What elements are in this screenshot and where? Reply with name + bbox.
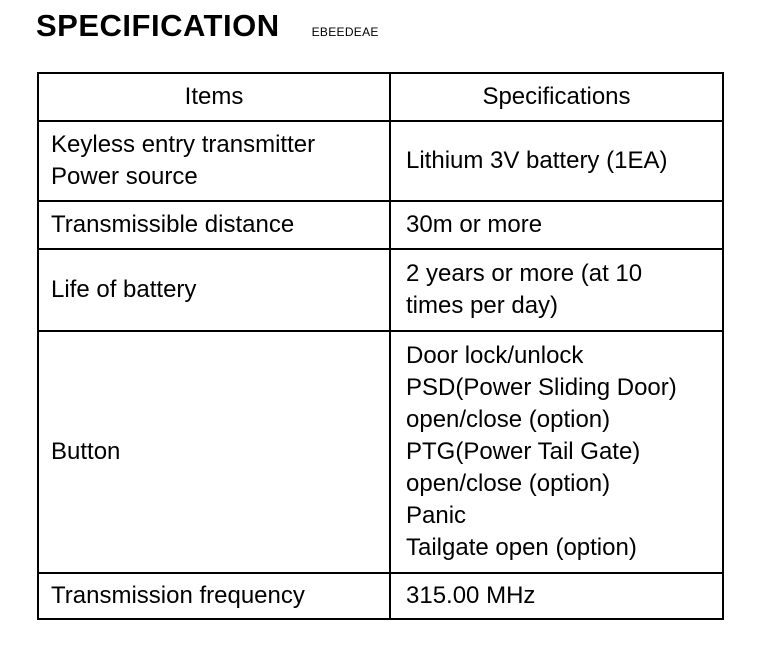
table-row [38,121,723,201]
item-text: Transmission frequency [51,582,305,609]
spec-cell [390,331,723,573]
spec-text: times per day) [406,292,559,319]
spec-text: Panic [406,502,467,529]
item-cell [38,121,390,201]
table-row [38,201,723,249]
specification-table [37,72,724,620]
table-row [38,573,723,619]
table-row [38,249,723,331]
table-row [38,331,723,573]
column-header-items: Items [38,73,390,121]
page-title: SPECIFICATION [36,8,280,43]
item-text: Life of battery [51,276,197,303]
item-text: Keyless entry transmitter [51,131,316,158]
spec-text: Lithium 3V battery (1EA) [406,147,668,174]
spec-cell [390,201,723,249]
item-cell [38,201,390,249]
item-text: Power source [51,163,198,190]
spec-text: PSD(Power Sliding Door) [406,374,677,401]
section-code: EBEEDEAE [311,25,379,39]
item-cell [38,331,390,573]
item-cell [38,573,390,619]
spec-cell [390,573,723,619]
item-text: Transmissible distance [51,211,295,238]
spec-text: 2 years or more (at 10 [406,260,643,287]
item-cell [38,249,390,331]
table-header-row [38,73,723,121]
spec-text: PTG(Power Tail Gate) [406,438,641,465]
column-header-specifications: Specifications [390,73,723,121]
spec-text: 315.00 MHz [406,582,536,609]
spec-text: 30m or more [406,211,543,238]
spec-cell [390,249,723,331]
item-text: Button [51,438,121,465]
spec-cell [390,121,723,201]
spec-text: Door lock/unlock [406,342,584,369]
spec-text: open/close (option) [406,470,611,497]
spec-text: Tailgate open (option) [406,534,637,561]
title-row [36,8,379,44]
spec-text: open/close (option) [406,406,611,433]
